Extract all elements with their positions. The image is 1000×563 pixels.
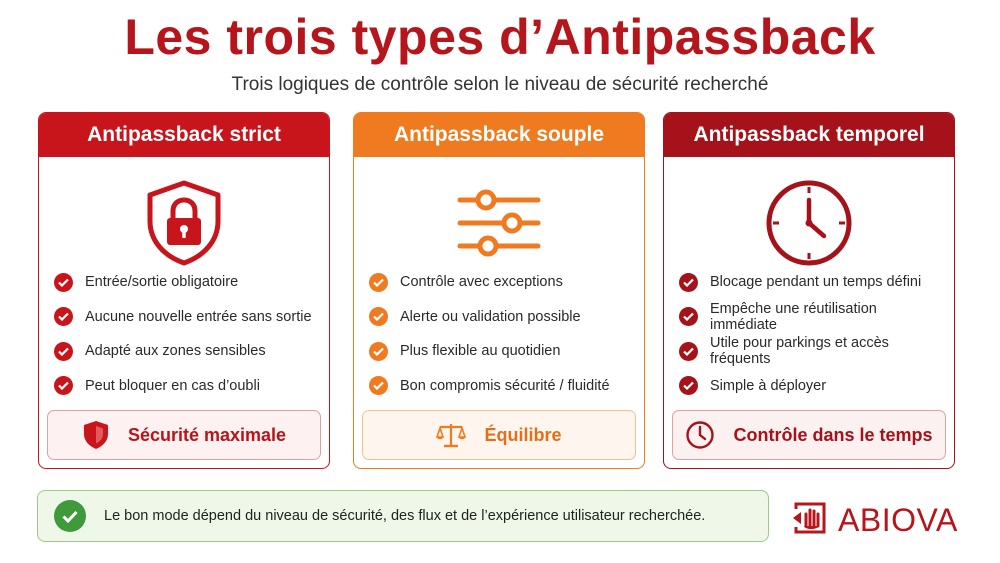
list-item-label: Aucune nouvelle entrée sans sortie — [85, 308, 312, 325]
logo-text: ABIOVA — [838, 502, 958, 538]
sliders-icon — [354, 177, 644, 269]
list-item-label: Adapté aux zones sensibles — [85, 343, 266, 360]
abiova-hand-logo-icon — [792, 500, 828, 541]
checkmark-icon — [369, 376, 388, 395]
checkmark-icon — [679, 342, 698, 361]
list-item-label: Entrée/sortie obligatoire — [85, 274, 239, 291]
checkmark-icon — [369, 307, 388, 326]
checkmark-icon — [369, 273, 388, 292]
security-level-badge — [47, 410, 321, 460]
checkmark-icon — [54, 273, 73, 292]
list-item — [369, 300, 636, 335]
page-subtitle: Trois logiques de contrôle selon le niveau de sécurité recherché — [231, 74, 769, 95]
badge-label: Contrôle dans le temps — [733, 424, 933, 445]
checkmark-icon — [679, 273, 698, 292]
checkmark-icon — [369, 342, 388, 361]
card-title: Antipassback strict — [39, 113, 329, 157]
checkmark-icon — [54, 376, 73, 395]
feature-list — [679, 265, 946, 403]
list-item-label: Empêche une réutilisation immédiate — [710, 300, 877, 333]
card-title: Antipassback souple — [354, 113, 644, 157]
check-circle-icon — [54, 500, 86, 532]
checkmark-icon — [679, 307, 698, 326]
list-item — [54, 300, 321, 335]
list-item-label: Alerte ou validation possible — [400, 308, 581, 325]
feature-list — [54, 265, 321, 403]
shield-icon — [82, 420, 110, 450]
feature-list — [369, 265, 636, 403]
note-text: Le bon mode dépend du niveau de sécurité, des flux et de l’expérience utilisateur recherchée. — [104, 508, 706, 524]
checkmark-icon — [54, 307, 73, 326]
shield-lock-icon — [39, 177, 329, 269]
list-item — [679, 334, 946, 369]
list-item — [369, 265, 636, 300]
badge-label: Sécurité maximale — [127, 424, 287, 445]
list-item — [54, 369, 321, 404]
card-souple — [353, 112, 645, 469]
checkmark-icon — [54, 342, 73, 361]
balance-badge — [362, 410, 636, 460]
list-item-label: Utile pour parkings et accès fréquents — [710, 335, 889, 368]
list-item-label: Blocage pendant un temps défini — [710, 274, 922, 291]
page-title: Les trois types d’Antipassback — [124, 9, 876, 65]
list-item — [54, 265, 321, 300]
clock-icon — [664, 177, 954, 269]
brand-logo — [792, 500, 958, 541]
card-title: Antipassback temporel — [664, 113, 954, 157]
checkmark-icon — [679, 376, 698, 395]
clock-icon — [685, 420, 715, 450]
list-item-label: Bon compromis sécurité / fluidité — [400, 377, 610, 394]
card-temporel — [663, 112, 955, 469]
list-item — [679, 265, 946, 300]
summary-note — [37, 490, 769, 542]
list-item-label: Plus flexible au quotidien — [400, 343, 561, 360]
list-item — [679, 300, 946, 335]
list-item — [369, 334, 636, 369]
card-strict — [38, 112, 330, 469]
list-item — [54, 334, 321, 369]
list-item — [369, 369, 636, 404]
list-item — [679, 369, 946, 404]
list-item-label: Contrôle avec exceptions — [400, 274, 563, 291]
list-item-label: Peut bloquer en cas d’oubli — [85, 377, 260, 394]
balance-scale-icon — [436, 421, 466, 449]
time-control-badge — [672, 410, 946, 460]
badge-label: Équilibre — [484, 424, 562, 445]
list-item-label: Simple à déployer — [710, 377, 827, 394]
